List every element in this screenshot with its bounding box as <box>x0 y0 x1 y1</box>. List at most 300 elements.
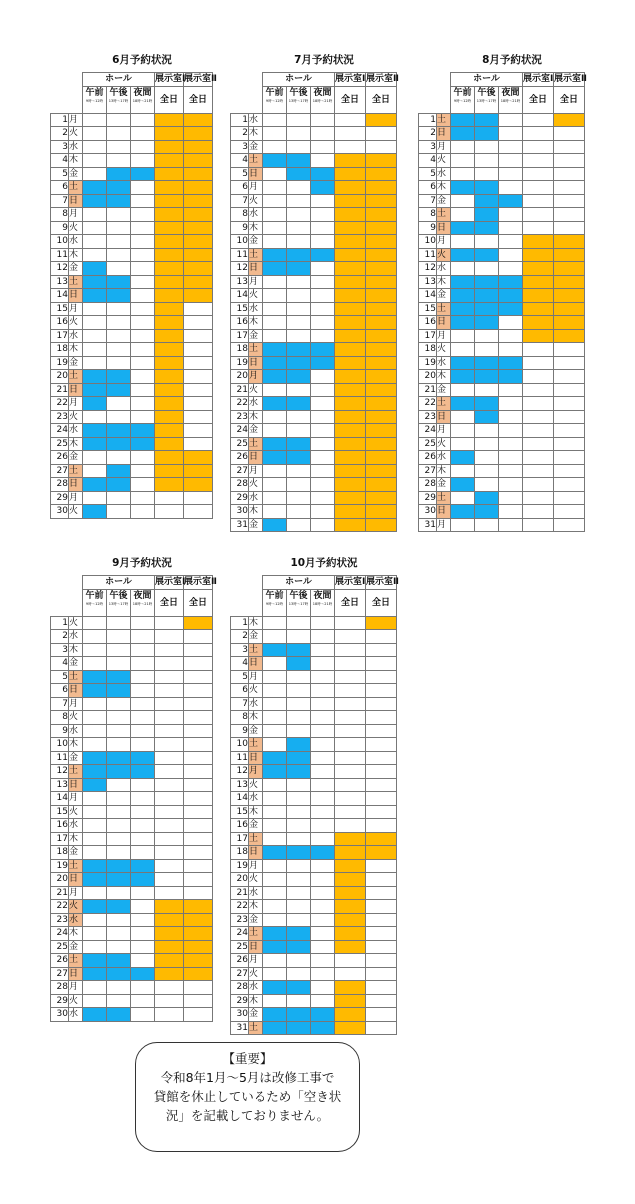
room1-slot <box>335 981 366 995</box>
hall-night-slot <box>311 127 335 141</box>
hall-morning-slot <box>451 356 475 370</box>
day-number: 26 <box>51 954 69 968</box>
room1-slot <box>335 643 366 657</box>
hall-night-slot <box>311 751 335 765</box>
hall-night-slot <box>499 140 523 154</box>
hall-night-slot <box>311 316 335 330</box>
hall-afternoon-slot <box>475 127 499 141</box>
hall-afternoon-slot <box>287 616 311 630</box>
day-row <box>51 356 213 370</box>
hall-night-slot <box>499 329 523 343</box>
day-number: 16 <box>231 819 249 833</box>
room2-slot <box>554 437 585 451</box>
day-row <box>419 302 585 316</box>
room2-slot <box>554 451 585 465</box>
day-number: 28 <box>51 478 69 492</box>
hall-night-slot <box>311 410 335 424</box>
day-row <box>51 181 213 195</box>
day-number: 26 <box>419 451 437 465</box>
room2-slot <box>366 778 397 792</box>
room1-slot <box>523 262 554 276</box>
hall-afternoon-slot <box>107 886 131 900</box>
day-row <box>419 518 585 532</box>
hall-morning-slot <box>451 329 475 343</box>
room2-slot <box>554 316 585 330</box>
hall-afternoon-slot <box>475 316 499 330</box>
day-number: 14 <box>231 792 249 806</box>
day-row <box>419 370 585 384</box>
weekday: 火 <box>249 684 263 698</box>
hall-night-slot <box>311 1021 335 1035</box>
hall-night-slot <box>499 464 523 478</box>
weekday: 月 <box>69 397 83 411</box>
hall-night-slot <box>131 505 155 519</box>
room2-slot <box>366 248 397 262</box>
hall-morning-slot <box>451 505 475 519</box>
hall-afternoon-slot <box>107 113 131 127</box>
day-number: 29 <box>51 994 69 1008</box>
room2-slot <box>554 505 585 519</box>
room1-slot <box>335 994 366 1008</box>
hall-night-slot <box>131 684 155 698</box>
day-row <box>51 657 213 671</box>
hall-morning-slot <box>451 127 475 141</box>
hall-afternoon-slot <box>107 643 131 657</box>
weekday: 火 <box>437 343 451 357</box>
day-number: 30 <box>51 1008 69 1022</box>
hall-afternoon-slot <box>287 370 311 384</box>
day-row <box>419 221 585 235</box>
weekday: 火 <box>249 478 263 492</box>
hall-afternoon-slot <box>287 900 311 914</box>
day-row <box>51 316 213 330</box>
day-number: 28 <box>419 478 437 492</box>
hall-afternoon-slot <box>287 630 311 644</box>
hall-morning-slot <box>451 140 475 154</box>
day-number: 2 <box>419 127 437 141</box>
day-number: 9 <box>231 221 249 235</box>
hall-morning-slot <box>263 235 287 249</box>
weekday: 月 <box>69 208 83 222</box>
hall-morning-slot <box>263 127 287 141</box>
hall-morning-slot <box>83 738 107 752</box>
hall-night-slot <box>311 167 335 181</box>
room2-slot <box>184 616 213 630</box>
hall-morning-slot <box>263 383 287 397</box>
hall-afternoon-slot <box>287 505 311 519</box>
day-number: 22 <box>231 397 249 411</box>
day-number: 19 <box>231 859 249 873</box>
month-title: 8月予約状況 <box>482 54 542 66</box>
weekday: 土 <box>437 208 451 222</box>
room2-slot <box>366 181 397 195</box>
day-row <box>231 343 397 357</box>
room2-slot <box>554 289 585 303</box>
room2-slot <box>366 167 397 181</box>
hall-morning-slot <box>263 859 287 873</box>
day-row <box>51 167 213 181</box>
header-night-label: 夜間 <box>133 87 152 98</box>
weekday: 金 <box>69 846 83 860</box>
room2-slot <box>366 464 397 478</box>
day-number: 9 <box>51 724 69 738</box>
room2-slot <box>184 913 213 927</box>
room2-slot <box>366 657 397 671</box>
hall-night-slot <box>131 940 155 954</box>
hall-morning-slot <box>83 819 107 833</box>
weekday: 日 <box>437 127 451 141</box>
room2-slot <box>554 478 585 492</box>
hall-morning-slot <box>451 464 475 478</box>
room2-slot <box>184 329 213 343</box>
weekday: 火 <box>69 711 83 725</box>
weekday: 火 <box>249 383 263 397</box>
room1-slot <box>155 505 184 519</box>
day-row <box>231 724 397 738</box>
room1-slot <box>335 846 366 860</box>
weekday: 金 <box>437 194 451 208</box>
room1-slot <box>155 913 184 927</box>
header-night <box>499 86 523 113</box>
hall-afternoon-slot <box>107 981 131 995</box>
hall-afternoon-slot <box>107 194 131 208</box>
room2-slot <box>184 316 213 330</box>
hall-morning-slot <box>83 208 107 222</box>
room1-slot <box>155 954 184 968</box>
room2-slot <box>184 451 213 465</box>
room2-slot <box>184 819 213 833</box>
day-number: 3 <box>231 643 249 657</box>
day-number: 24 <box>231 927 249 941</box>
header-afternoon-time: 13時〜17時 <box>108 601 129 606</box>
room1-slot <box>155 194 184 208</box>
hall-night-slot <box>131 437 155 451</box>
room1-slot <box>155 778 184 792</box>
hall-afternoon-slot <box>287 316 311 330</box>
hall-night-slot <box>499 127 523 141</box>
room1-slot <box>523 491 554 505</box>
room2-slot <box>184 302 213 316</box>
hall-morning-slot <box>83 370 107 384</box>
room2-slot <box>554 464 585 478</box>
hall-afternoon-slot <box>107 927 131 941</box>
room2-slot <box>554 262 585 276</box>
hall-night-slot <box>131 873 155 887</box>
day-row <box>231 370 397 384</box>
hall-afternoon-slot <box>287 778 311 792</box>
hall-morning-slot <box>263 491 287 505</box>
hall-night-slot <box>499 316 523 330</box>
hall-morning-slot <box>263 630 287 644</box>
weekday: 金 <box>249 913 263 927</box>
weekday: 土 <box>69 181 83 195</box>
hall-morning-slot <box>83 505 107 519</box>
day-number: 15 <box>231 805 249 819</box>
hall-afternoon-slot <box>287 697 311 711</box>
hall-morning-slot <box>451 289 475 303</box>
room2-slot <box>184 437 213 451</box>
room1-slot <box>335 424 366 438</box>
hall-afternoon-slot <box>287 738 311 752</box>
room2-slot <box>184 751 213 765</box>
hall-morning-slot <box>451 451 475 465</box>
hall-afternoon-slot <box>475 194 499 208</box>
hall-afternoon-slot <box>107 711 131 725</box>
hall-night-slot <box>131 194 155 208</box>
room1-slot <box>155 424 184 438</box>
room1-slot <box>155 302 184 316</box>
room2-slot <box>184 491 213 505</box>
hall-morning-slot <box>83 194 107 208</box>
day-row <box>51 670 213 684</box>
room2-slot <box>554 181 585 195</box>
hall-night-slot <box>311 873 335 887</box>
room1-slot <box>335 859 366 873</box>
weekday: 月 <box>249 954 263 968</box>
day-row <box>51 275 213 289</box>
room1-slot <box>335 886 366 900</box>
hall-night-slot <box>131 383 155 397</box>
day-number: 16 <box>419 316 437 330</box>
weekday: 水 <box>249 397 263 411</box>
month-august <box>418 52 593 532</box>
hall-night-slot <box>311 329 335 343</box>
day-row <box>51 792 213 806</box>
hall-night-slot <box>311 437 335 451</box>
weekday: 土 <box>437 113 451 127</box>
day-row <box>231 208 397 222</box>
hall-night-slot <box>499 181 523 195</box>
day-number: 20 <box>51 370 69 384</box>
hall-morning-slot <box>83 657 107 671</box>
weekday: 火 <box>69 316 83 330</box>
day-number: 13 <box>419 275 437 289</box>
room1-slot <box>523 181 554 195</box>
room2-slot <box>184 127 213 141</box>
hall-morning-slot <box>263 356 287 370</box>
day-number: 8 <box>51 208 69 222</box>
hall-night-slot <box>311 491 335 505</box>
hall-morning-slot <box>83 724 107 738</box>
day-number: 22 <box>231 900 249 914</box>
room2-slot <box>184 778 213 792</box>
room1-slot <box>335 397 366 411</box>
hall-morning-slot <box>83 967 107 981</box>
hall-afternoon-slot <box>475 424 499 438</box>
day-row <box>231 657 397 671</box>
weekday: 月 <box>69 886 83 900</box>
hall-night-slot <box>499 424 523 438</box>
weekday: 日 <box>437 221 451 235</box>
hall-afternoon-slot <box>287 927 311 941</box>
room1-slot <box>523 505 554 519</box>
hall-afternoon-slot <box>107 954 131 968</box>
weekday: 木 <box>249 410 263 424</box>
day-row <box>51 765 213 779</box>
hall-afternoon-slot <box>287 451 311 465</box>
weekday: 金 <box>249 819 263 833</box>
notice-heading: 【重要】 <box>222 1051 273 1066</box>
hall-afternoon-slot <box>287 167 311 181</box>
hall-afternoon-slot <box>107 397 131 411</box>
day-number: 7 <box>231 194 249 208</box>
hall-morning-slot <box>263 343 287 357</box>
hall-night-slot <box>131 832 155 846</box>
day-number: 1 <box>51 616 69 630</box>
day-number: 7 <box>51 194 69 208</box>
room1-slot <box>335 383 366 397</box>
hall-morning-slot <box>263 505 287 519</box>
hall-afternoon-slot <box>107 670 131 684</box>
hall-night-slot <box>311 832 335 846</box>
hall-morning-slot <box>451 343 475 357</box>
hall-night-slot <box>311 397 335 411</box>
hall-afternoon-slot <box>107 913 131 927</box>
hall-afternoon-slot <box>287 437 311 451</box>
day-row <box>51 832 213 846</box>
room2-slot <box>554 356 585 370</box>
day-row <box>231 711 397 725</box>
hall-night-slot <box>311 711 335 725</box>
room2-slot <box>366 832 397 846</box>
day-number: 2 <box>231 630 249 644</box>
hall-night-slot <box>311 1008 335 1022</box>
hall-morning-slot <box>83 464 107 478</box>
room2-slot <box>554 167 585 181</box>
hall-morning-slot <box>83 140 107 154</box>
weekday: 月 <box>69 491 83 505</box>
hall-morning-slot <box>83 1008 107 1022</box>
day-number: 9 <box>231 724 249 738</box>
room1-slot <box>335 113 366 127</box>
room1-slot <box>523 127 554 141</box>
weekday: 金 <box>249 1008 263 1022</box>
room2-slot <box>554 275 585 289</box>
day-number: 25 <box>231 437 249 451</box>
hall-night-slot <box>131 765 155 779</box>
hall-night-slot <box>311 792 335 806</box>
room1-slot <box>335 765 366 779</box>
hall-night-slot <box>131 751 155 765</box>
room1-slot <box>523 478 554 492</box>
weekday: 水 <box>249 697 263 711</box>
room1-slot <box>155 886 184 900</box>
room2-slot <box>366 1021 397 1035</box>
day-number: 13 <box>231 778 249 792</box>
room1-slot <box>155 927 184 941</box>
hall-night-slot <box>131 886 155 900</box>
hall-night-slot <box>311 424 335 438</box>
hall-night-slot <box>131 778 155 792</box>
hall-morning-slot <box>451 154 475 168</box>
day-row <box>231 819 397 833</box>
room1-slot <box>335 670 366 684</box>
weekday: 土 <box>249 643 263 657</box>
room1-slot <box>335 167 366 181</box>
weekday: 水 <box>249 792 263 806</box>
hall-night-slot <box>131 967 155 981</box>
hall-afternoon-slot <box>107 940 131 954</box>
hall-afternoon-slot <box>475 154 499 168</box>
hall-night-slot <box>311 181 335 195</box>
hall-afternoon-slot <box>287 221 311 235</box>
room2-slot <box>554 329 585 343</box>
room2-slot <box>184 262 213 276</box>
hall-afternoon-slot <box>475 437 499 451</box>
weekday: 水 <box>249 981 263 995</box>
header-afternoon <box>107 86 131 113</box>
weekday: 木 <box>437 181 451 195</box>
room1-slot <box>335 491 366 505</box>
weekday: 木 <box>249 127 263 141</box>
day-number: 20 <box>419 370 437 384</box>
room2-slot <box>366 684 397 698</box>
weekday: 火 <box>249 778 263 792</box>
hall-morning-slot <box>263 805 287 819</box>
hall-afternoon-slot <box>107 127 131 141</box>
month-title: 7月予約状況 <box>294 54 354 66</box>
room1-slot <box>335 518 366 532</box>
header-night <box>311 86 335 113</box>
hall-afternoon-slot <box>107 370 131 384</box>
hall-afternoon-slot <box>107 302 131 316</box>
room2-slot <box>366 437 397 451</box>
hall-morning-slot <box>83 424 107 438</box>
hall-night-slot <box>131 657 155 671</box>
day-number: 3 <box>231 140 249 154</box>
room2-slot <box>366 670 397 684</box>
day-number: 27 <box>419 464 437 478</box>
day-row <box>231 194 397 208</box>
day-number: 25 <box>231 940 249 954</box>
day-row <box>231 643 397 657</box>
hall-night-slot <box>499 370 523 384</box>
hall-afternoon-slot <box>107 1008 131 1022</box>
day-row <box>51 724 213 738</box>
room1-slot <box>335 127 366 141</box>
hall-night-slot <box>131 262 155 276</box>
room1-slot <box>155 383 184 397</box>
hall-afternoon-slot <box>107 208 131 222</box>
room1-slot <box>335 329 366 343</box>
room1-slot <box>155 765 184 779</box>
hall-morning-slot <box>451 383 475 397</box>
hall-afternoon-slot <box>475 397 499 411</box>
hall-morning-slot <box>83 670 107 684</box>
header-night-label: 夜間 <box>313 590 332 601</box>
weekday: 月 <box>69 981 83 995</box>
hall-night-slot <box>311 464 335 478</box>
hall-night-slot <box>499 167 523 181</box>
day-row <box>231 805 397 819</box>
hall-afternoon-slot <box>107 262 131 276</box>
weekday: 金 <box>69 262 83 276</box>
room2-slot <box>366 208 397 222</box>
weekday: 日 <box>69 478 83 492</box>
room1-slot <box>335 356 366 370</box>
room2-slot <box>366 927 397 941</box>
day-number: 30 <box>231 505 249 519</box>
weekday: 水 <box>69 140 83 154</box>
room2-slot <box>366 262 397 276</box>
day-row <box>231 329 397 343</box>
hall-afternoon-slot <box>287 140 311 154</box>
room2-slot <box>366 630 397 644</box>
room1-slot <box>335 832 366 846</box>
hall-morning-slot <box>263 643 287 657</box>
hall-morning-slot <box>83 410 107 424</box>
weekday: 火 <box>249 194 263 208</box>
